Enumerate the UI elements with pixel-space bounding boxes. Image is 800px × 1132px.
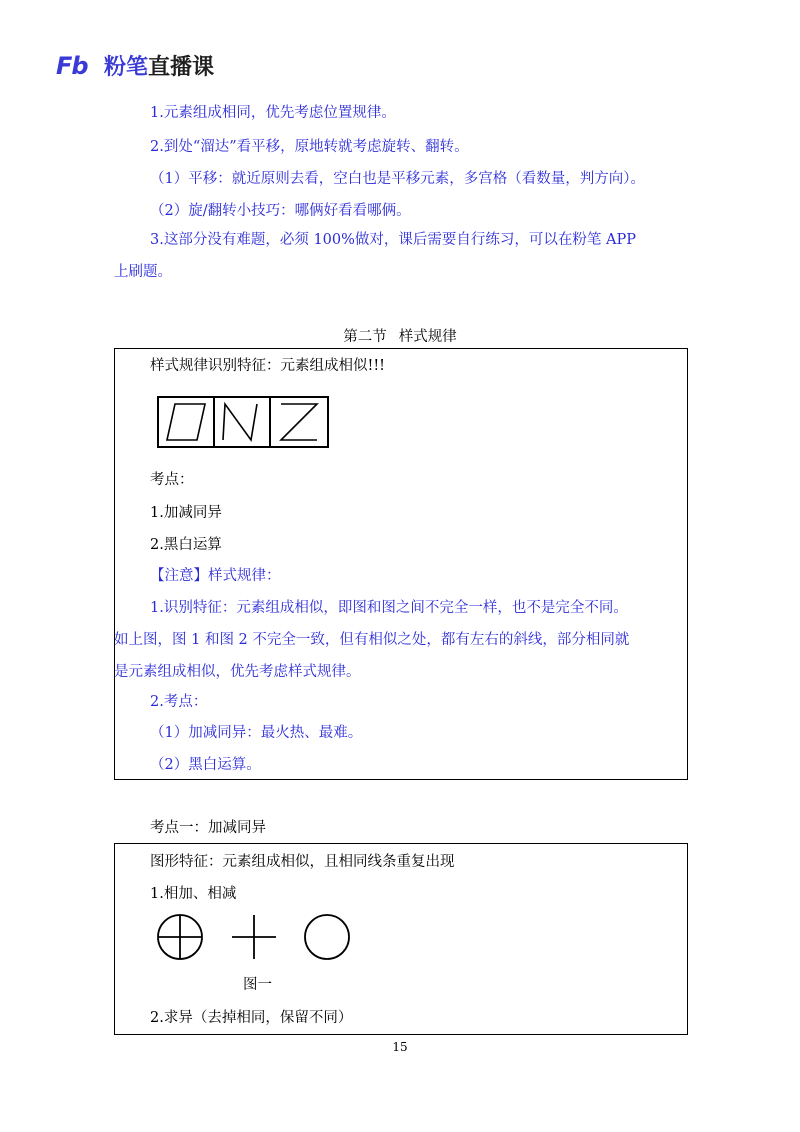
section-name: 样式规律: [398, 329, 457, 345]
box1-note-1c: 是元素组成相似，优先考虑样式规律。: [114, 664, 361, 680]
three-panel-figure: [157, 396, 329, 448]
box1-note-label: 【注意】样式规律：: [150, 568, 281, 584]
box1-note-2b: （2）黑白运算。: [150, 757, 261, 773]
z-shape: [281, 404, 317, 440]
logo-suffix: 直播课: [148, 55, 215, 80]
box1-feature: 样式规律识别特征：元素组成相似!!!: [150, 358, 385, 374]
box1-note-1b: 如上图，图 1 和图 2 不完全一致，但有相似之处，都有左右的斜线，部分相同就: [114, 632, 630, 648]
intro-line-5b: 上刷题。: [114, 264, 172, 280]
box2-feature: 图形特征：元素组成相似，且相同线条重复出现: [150, 854, 455, 870]
header-logo: [56, 50, 214, 81]
page-number: 15: [392, 1040, 408, 1054]
intro-line-2: 2.到处“溜达”看平移，原地转就考虑旋转、翻转。: [150, 139, 469, 155]
box1-kaodian-1: 1.加减同异: [150, 505, 222, 521]
logo-brand: 粉笔: [104, 55, 149, 80]
kaodian1-title: 考点一：加减同异: [150, 820, 266, 836]
fenbi-logo-icon: Fb: [56, 51, 88, 80]
box2-add-sub: 1.相加、相减: [150, 886, 237, 902]
intro-line-4: （2）旋/翻转小技巧：哪俩好看看哪俩。: [150, 203, 411, 219]
section-title: [0, 325, 800, 346]
box1-kaodian: 考点：: [150, 472, 194, 488]
parallelogram-shape: [167, 404, 205, 440]
intro-line-5a: 3.这部分没有难题，必须 100%做对，课后需要自行练习，可以在粉笔 APP: [150, 232, 636, 248]
intro-line-1: 1.元素组成相同，优先考虑位置规律。: [150, 105, 396, 121]
box1-note-2: 2.考点：: [150, 694, 208, 710]
intro-line-3: （1）平移：就近原则去看，空白也是平移元素，多宫格（看数量，判方向）。: [150, 171, 645, 187]
box1-note-2a: （1）加减同异：最火热、最难。: [150, 725, 363, 741]
plain-circle-shape: [305, 915, 349, 959]
box2-qiuyi: 2.求异（去掉相同，保留不同）: [150, 1010, 353, 1026]
figure-caption: 图一: [243, 977, 272, 993]
section-number: 第二节: [343, 329, 387, 345]
add-sub-figure: [155, 910, 355, 964]
n-shape: [223, 404, 257, 440]
logo-title: [104, 50, 214, 81]
box1-kaodian-2: 2.黑白运算: [150, 537, 222, 553]
box1-note-1a: 1.识别特征：元素组成相似，即图和图之间不完全一样，也不是完全不同。: [150, 600, 628, 616]
